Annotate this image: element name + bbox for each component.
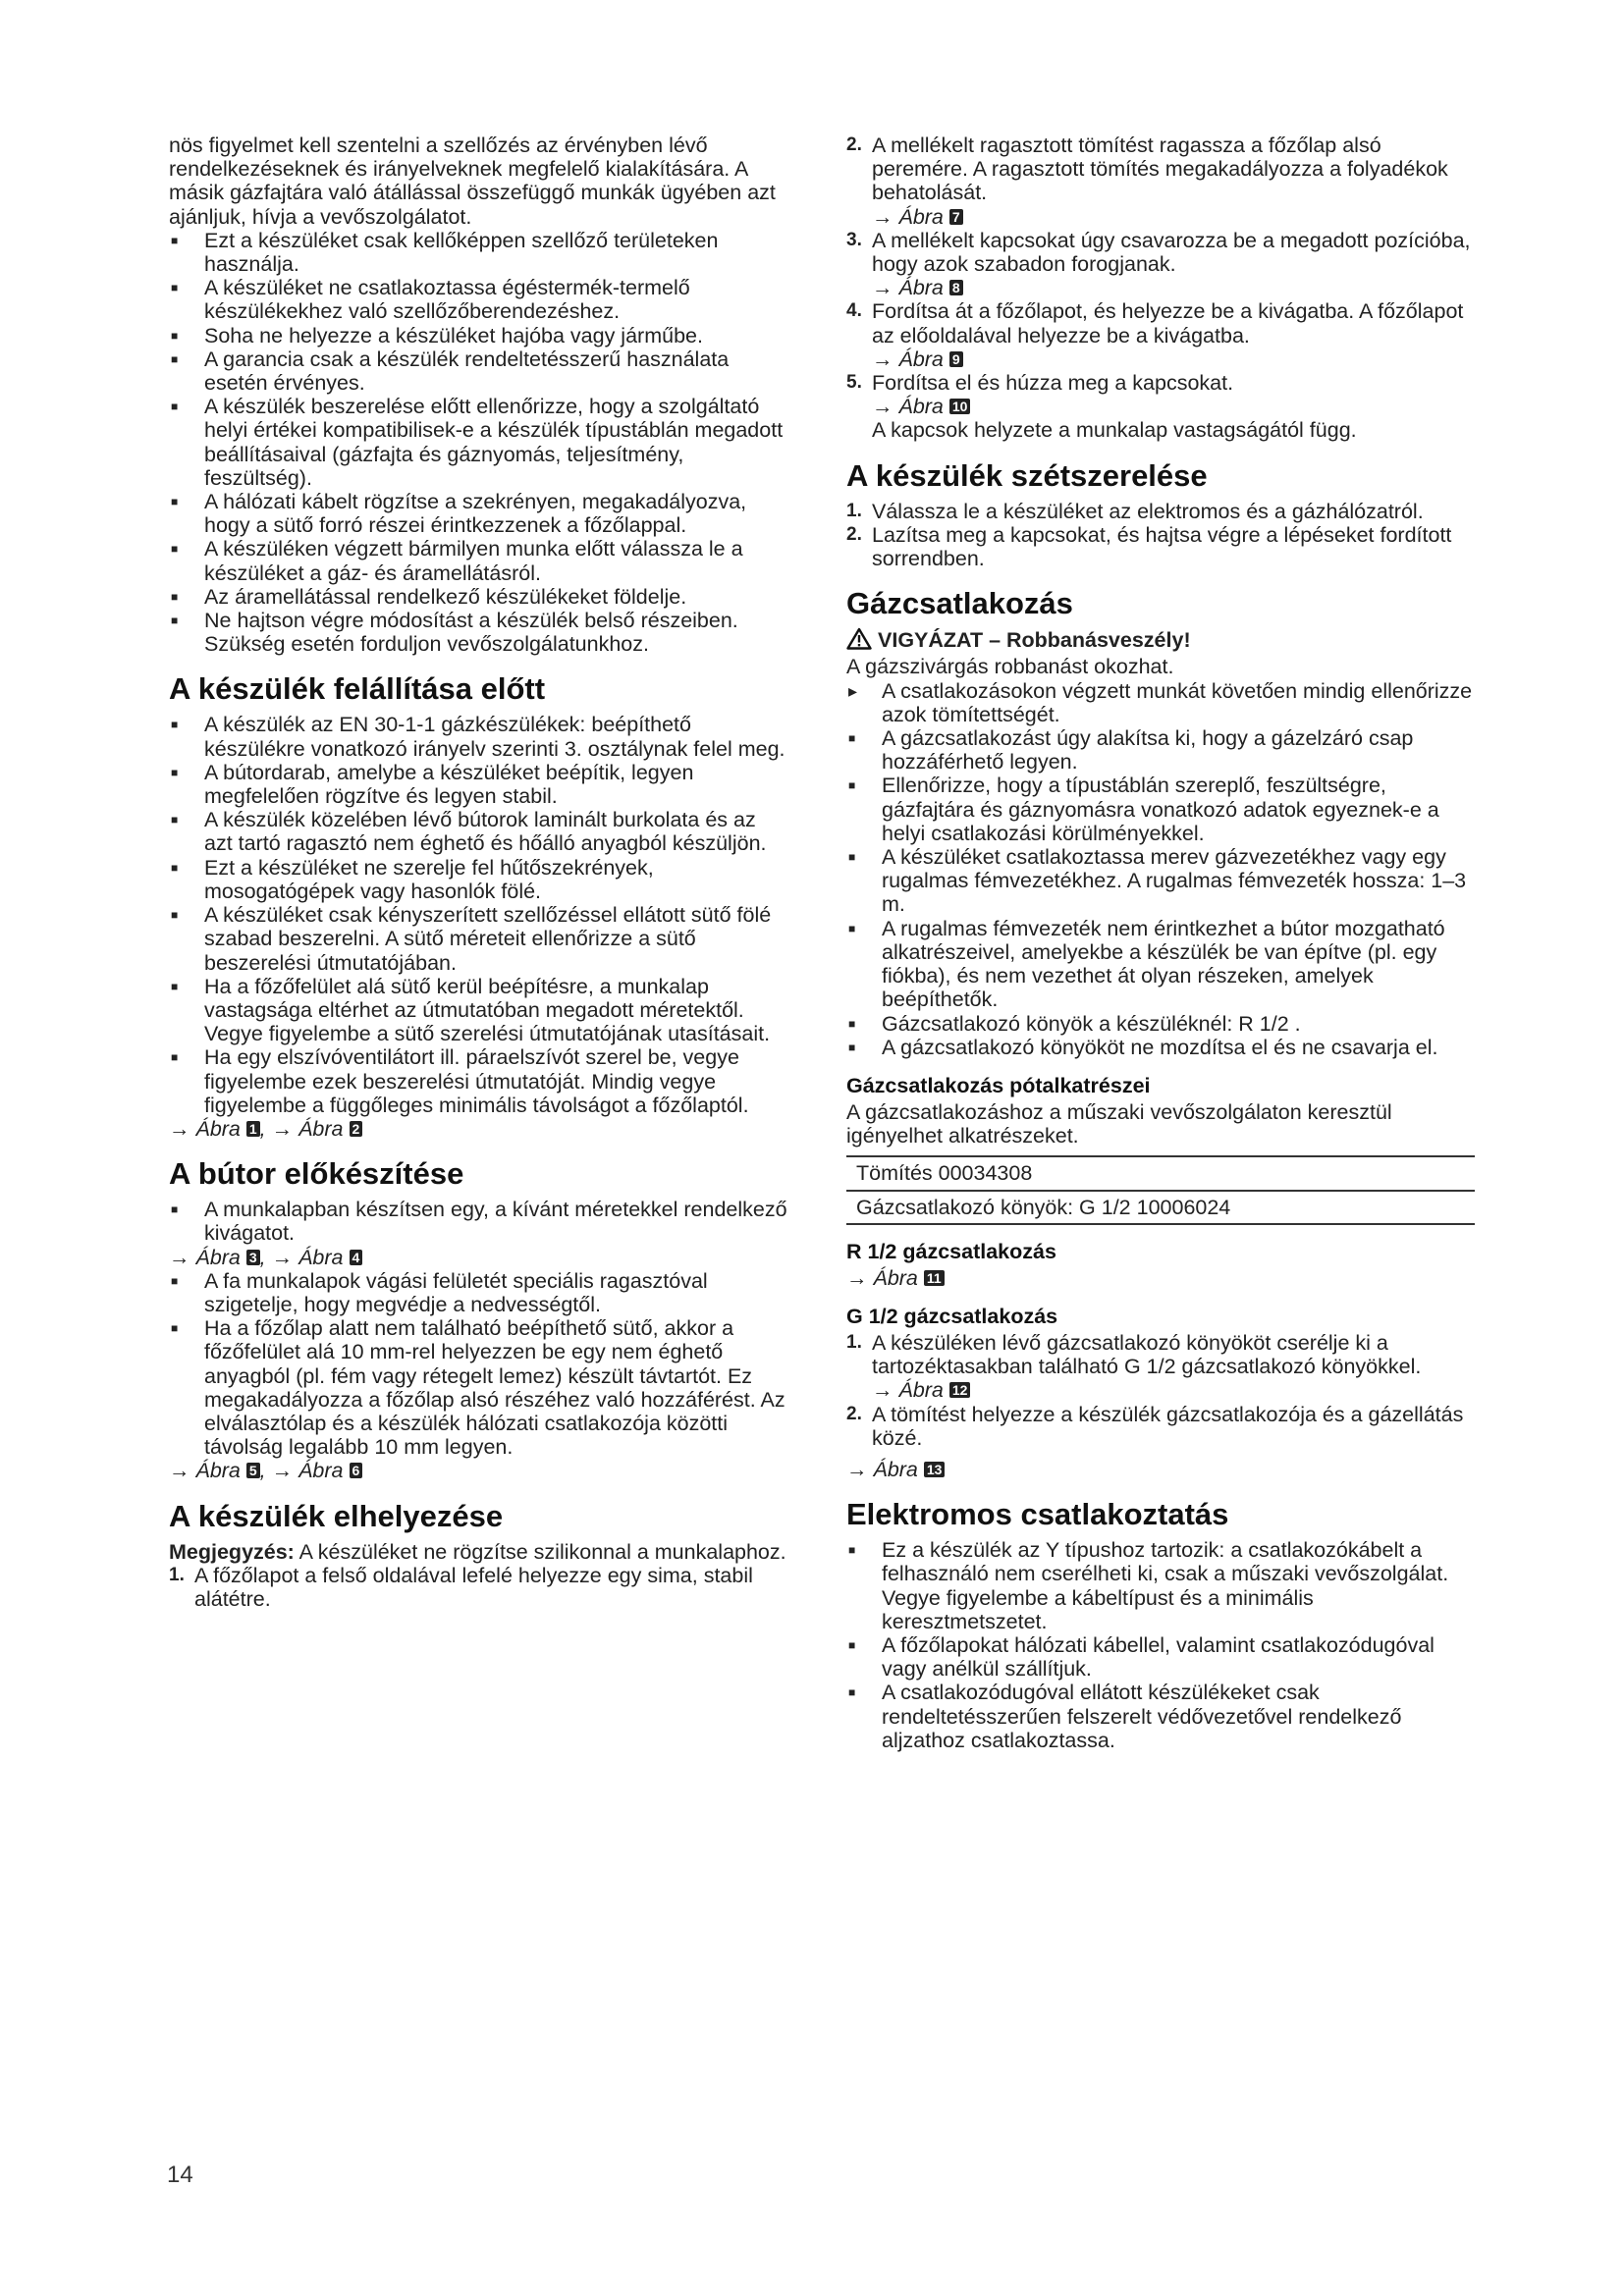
figure-reference: → Ábra 7 [872,205,1475,229]
list-item: ■ A készüléken végzett bármilyen munka előtt válassza le a készüléket a gáz- és áramellátásról. [169,537,787,584]
warning-text: A gázszivárgás robbanást okozhat. [846,655,1174,679]
step-number: 1. [846,1331,862,1353]
left-column [169,133,787,1611]
page-number: 14 [167,2162,193,2188]
list-item: ■ A gázcsatlakozó könyököt ne mozdítsa el és ne csavarja el. [846,1036,1475,1059]
figure-reference: → Ábra 3 , → Ábra 4 [169,1246,787,1269]
figure-reference: → Ábra 1 , → Ábra 2 [169,1117,787,1141]
step-number: 2. [846,134,862,155]
step-text: Fordítsa át a főzőlapot, és helyezze be a kivágatba. A főzőlapot az előoldalával helyezze be a kivágatba. [872,299,1464,347]
intro-bullet-list [169,229,787,657]
list-item: ■ A rugalmas fémvezeték nem érintkezhet a bútor mozgatható alkatrészeivel, amelyekbe a készülék be van építve (pl. egy fiókba), és nem vezethet át olyan részeken, amelyek beépíthetők. [846,917,1475,1012]
table-row [846,1156,1475,1190]
list-item: ■ A készülék az EN 30-1-1 gázkészülékek: beépíthető készülékre vonatkozó irányelv szerinti 3. osztálynak felel meg. [169,713,787,760]
section-heading-disassembly: A készülék szétszerelése [846,457,1208,493]
electrical-list [846,1538,1475,1752]
list-item: ■ A csatlakozódugóval ellátott készülékeket csak rendeltetésszerűen felszerelt védővezetővel rendelkező aljzathoz csatlakoztassa. [846,1681,1475,1752]
disassembly-steps [846,500,1475,571]
figure-reference: → Ábra 5 , → Ábra 6 [169,1459,787,1482]
figure-number-badge: 3 [246,1250,260,1265]
step-number: 2. [846,1403,862,1424]
list-item: ■ Ne hajtson végre módosítást a készülék belső részeiben. Szükség esetén forduljon vevőszolgálatunkhoz. [169,609,787,656]
list-item [846,523,1475,570]
list-item: ■ A készülék beszerelése előtt ellenőrizze, hogy a szolgáltató helyi értékei kompatibilisek-e a készülék típustáblán megadott beállításaival (gázfajta és gáznyomás, teljesítmény, feszültség). [169,395,787,490]
list-item [846,500,1475,523]
figure-number-badge: 7 [949,209,963,225]
list-item: ■ A munkalapban készítsen egy, a kívánt méretekkel rendelkező kivágatot. [169,1198,787,1245]
step-number: 5. [846,372,862,394]
step-text: A tömítést helyezze a készülék gázcsatlakozója és a gázellátás közé. [872,1402,1464,1450]
step-number: 3. [846,229,862,250]
figure-number-badge: 13 [924,1462,946,1477]
list-item [846,299,1475,371]
subheading-g12-connection: G 1/2 gázcsatlakozás [846,1304,1058,1328]
step-number: 4. [846,300,862,322]
step-number: 1. [846,500,862,521]
figure-reference: → Ábra 8 [872,276,1475,299]
furniture-prep-list-more [169,1269,787,1460]
note-label: Megjegyzés: [169,1539,295,1564]
step-number: 1. [169,1564,185,1585]
list-item: ■ A bútordarab, amelybe a készüléket beépítik, legyen megfelelően rögzítve és legyen stabil. [169,761,787,808]
list-item: ■ A készülék közelében lévő bútorok laminált burkolata és az azt tartó ragasztó nem éghető és hőálló anyagból készüljön. [169,808,787,855]
figure-number-badge: 4 [350,1250,363,1265]
warning-triangle-icon [846,627,872,655]
before-installation-list [169,713,787,1116]
list-item: ▸ A csatlakozásokon végzett munkát követően mindig ellenőrizze azok tömítettségét. [846,679,1475,726]
note-text: A készüléket ne rögzítse szilikonnal a munkalaphoz. [294,1539,786,1564]
list-item: ■ A készüléket csatlakoztassa merev gázvezetékhez vagy egy rugalmas fémvezetékhez. A rugalmas fémvezeték hossza: 1–3 m. [846,845,1475,917]
step-text: A mellékelt ragasztott tömítést ragassza a főzőlap alsó peremére. A ragasztott tömítés megakadályozza a folyadékok behatolását. [872,133,1448,205]
figure-number-badge: 10 [949,399,971,414]
step-number: 2. [846,523,862,545]
list-item: ■ A főzőlapokat hálózati kábellel, valamint csatlakozódugóval vagy anélkül szállítjuk. [846,1633,1475,1681]
note-paragraph [169,1540,787,1564]
list-item: ■ Az áramellátással rendelkező készülékeket földelje. [169,585,787,609]
section-heading-furniture-prep: A bútor előkészítése [169,1156,464,1192]
section-heading-before-installation: A készülék felállítása előtt [169,671,546,707]
furniture-prep-list [169,1198,787,1245]
list-item: ■ A hálózati kábelt rögzítse a szekrényen, megakadályozva, hogy a sütő forró részei érintkezzenek a főzőlappal. [169,490,787,537]
list-item: ■ Ha a főzőfelület alá sütő kerül beépítésre, a munkalap vastagsága eltérhet az útmutatóban megadott méretektől. Vegye figyelembe a sütő szerelési útmutatójának utasításait. [169,975,787,1046]
list-item: ■ Ellenőrizze, hogy a típustáblán szereplő, feszültségre, gázfajtára és gáznyomásra vonatkozó adatok egyeznek-e a helyi csatlakozási körülményekkel. [846,774,1475,845]
spare-parts-text: A gázcsatlakozáshoz a műszaki vevőszolgálaton keresztül igényelhet alkatrészeket. [846,1099,1392,1148]
figure-reference: → Ábra 9 [872,347,1475,371]
figure-reference: → Ábra 13 [846,1458,1475,1481]
section-heading-gas-connection: Gázcsatlakozás [846,586,1073,621]
intro-paragraph: nös figyelmet kell szentelni a szellőzés az érvényben lévő rendelkezéseknek és irányelveknek megfelelő kialakítására. A másik gázfajtára való átállással összefüggő munkák ügyében azt ajánljuk, hívja a vevőszolgálatot. [169,133,776,229]
gas-connection-list [846,726,1475,1059]
list-item [846,229,1475,300]
figure-number-badge: 2 [350,1121,363,1137]
figure-number-badge: 11 [924,1270,945,1286]
list-item [846,1403,1475,1450]
figure-number-badge: 5 [246,1463,260,1478]
subheading-r12-connection: R 1/2 gázcsatlakozás [846,1239,1056,1263]
list-item [169,1564,787,1611]
list-item [846,133,1475,229]
list-item: ■ Ez a készülék az Y típushoz tartozik: a csatlakozókábelt a felhasználó nem cserélheti ki, csak a műszaki vevőszolgálat. Vegye figyelembe a kábeltípust és a minimális keresztmetszetet. [846,1538,1475,1633]
placement-steps-continued [846,133,1475,443]
section-heading-placement: A készülék elhelyezése [169,1498,504,1533]
warning-heading [846,627,1475,655]
placement-steps [169,1564,787,1611]
table-cell: Gázcsatlakozó könyök: G 1/2 10006024 [846,1191,1475,1224]
figure-number-badge: 1 [246,1121,260,1137]
list-item: ■ A gázcsatlakozást úgy alakítsa ki, hogy a gázelzáró csap hozzáférhető legyen. [846,726,1475,774]
step-text: Válassza le a készüléket az elektromos és a gázhálózatról. [872,499,1424,523]
step-text: Lazítsa meg a kapcsokat, és hajtsa végre a lépéseket fordított sorrendben. [872,522,1452,571]
list-item: ■ A készüléket csak kényszerített szellőzéssel ellátott sütő fölé szabad beszerelni. A sütő méreteit ellenőrizze a sütő beszerelési útmutatójában. [169,903,787,975]
g12-steps [846,1331,1475,1450]
list-item: ■ Gázcsatlakozó könyök a készüléknél: R 1/2 . [846,1012,1475,1036]
step-text: A mellékelt kapcsokat úgy csavarozza be a megadott pozícióba, hogy azok szabadon forogjanak. [872,228,1471,277]
spare-parts-table [846,1155,1475,1224]
subheading-spare-parts: Gázcsatlakozás pótalkatrészei [846,1073,1151,1097]
list-item: ■ Ezt a készüléket ne szerelje fel hűtőszekrények, mosogatógépek vagy hasonlók fölé. [169,856,787,903]
table-row [846,1191,1475,1224]
section-heading-electrical: Elektromos csatlakoztatás [846,1497,1229,1532]
list-item: ■ A készüléket ne csatlakoztassa égéstermék-termelő készülékekhez való szellőzőberendezéshez. [169,276,787,323]
figure-reference: → Ábra 12 [872,1378,1475,1402]
step-text: A főzőlapot a felső oldalával lefelé helyezze egy sima, stabil alátétre. [194,1563,753,1611]
figure-number-badge: 12 [949,1382,971,1398]
list-item: ■ Ha egy elszívóventilátort ill. páraelszívót szerel be, vegye figyelembe ezek beszerelési útmutatóját. Mindig vegye figyelembe a függőleges minimális távolságot a főzőlaptól. [169,1045,787,1117]
list-item: ■ Soha ne helyezze a készüléket hajóba vagy járműbe. [169,324,787,347]
list-item: ■ Ha a főzőlap alatt nem található beépíthető sütő, akkor a főzőfelület alá 10 mm-rel helyezzen be egy nem éghető anyagból (pl. fém vagy rétegelt lemez) készült távtartót. Ez megakadályozza a főzőlap alsó részéhez való hozzáférést. Az elválasztólap és a készülék hálózati csatlakozója közötti távolság legalább 10 mm legyen. [169,1316,787,1459]
right-column [846,133,1475,1752]
figure-number-badge: 9 [949,351,963,367]
list-item [846,1331,1475,1403]
warning-action-list [846,679,1475,726]
figure-reference: → Ábra 10 [872,395,1475,418]
list-item: ■ Ezt a készüléket csak kellőképpen szellőző területeken használja. [169,229,787,276]
table-cell: Tömítés 00034308 [846,1156,1475,1190]
step-text: A készüléken lévő gázcsatlakozó könyököt cserélje ki a tartozéktasakban található G 1/2 gázcsatlakozó könyökkel. [872,1330,1422,1379]
step-text: Fordítsa el és húzza meg a kapcsokat. [872,371,1234,396]
figure-number-badge: 6 [350,1463,363,1478]
list-item: ■ A fa munkalapok vágási felületét speciális ragasztóval szigetelje, hogy megvédje a nedvességtől. [169,1269,787,1316]
warning-title: VIGYÁZAT – Robbanásveszély! [878,628,1191,653]
list-item: ■ A garancia csak a készülék rendeltetésszerű használata esetén érvényes. [169,347,787,395]
step-extra-text: A kapcsok helyzete a munkalap vastagságától függ. [872,418,1357,443]
figure-number-badge: 8 [949,280,963,295]
figure-reference: → Ábra 11 [846,1266,1475,1290]
list-item [846,371,1475,443]
